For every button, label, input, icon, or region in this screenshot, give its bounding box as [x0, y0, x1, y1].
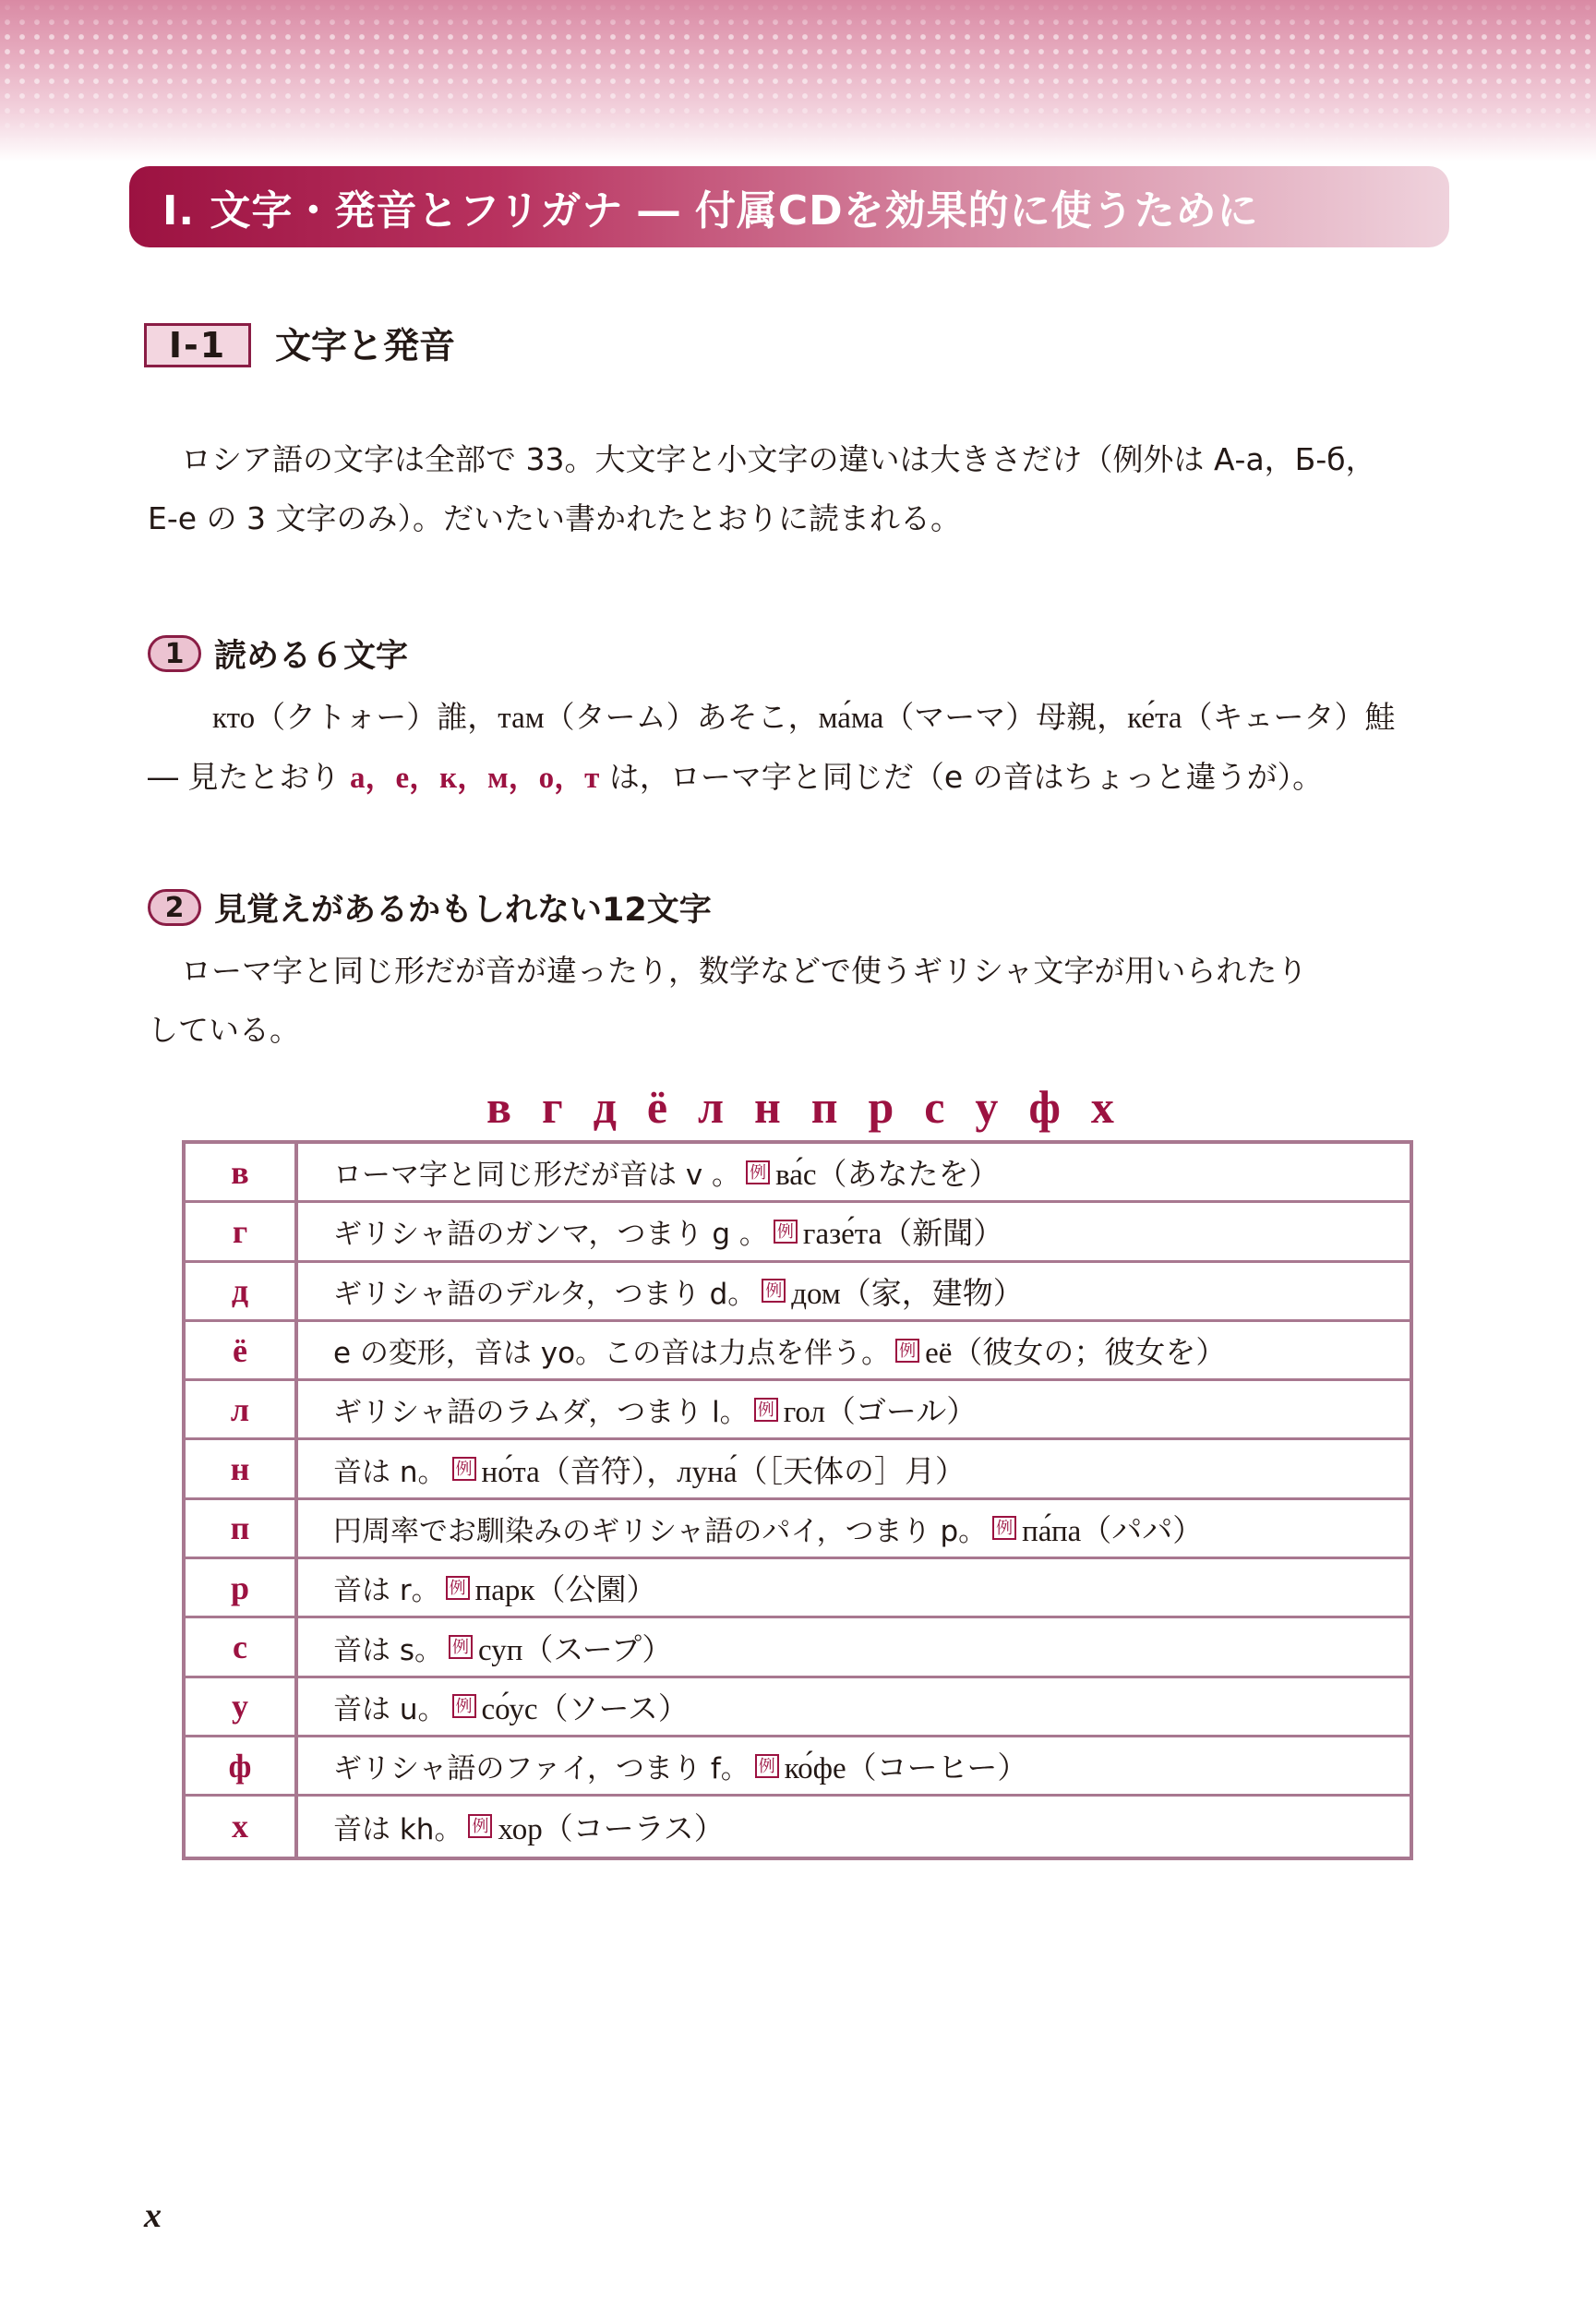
subsection-1-body	[148, 688, 1458, 808]
table-row	[186, 1618, 1410, 1677]
table-row	[186, 1322, 1410, 1381]
chapter-title: Ⅰ. 文字・発音とフリガナ ― 付属CDを効果的に使うために	[162, 187, 1259, 234]
chapter-banner	[129, 166, 1449, 247]
description-cell	[298, 1797, 1410, 1856]
example-text: но́та（音符），луна́（［天体の］月）	[481, 1455, 966, 1489]
example-mark-icon: 例	[746, 1160, 770, 1184]
description-text: ギリシャ語のデルタ，つまり d。	[333, 1277, 757, 1311]
subsection-1-title: 読める６文字	[214, 638, 409, 675]
example-text: гол（ゴール）	[783, 1396, 978, 1430]
table-row	[186, 1500, 1410, 1559]
example-text: со́ус（ソース）	[481, 1692, 689, 1726]
section-number: Ⅰ-1	[168, 325, 227, 366]
letter-cell: г	[186, 1203, 298, 1259]
example-text: хор（コーラス）	[498, 1812, 725, 1846]
description-text: ローマ字と同じ形だが音は v 。	[333, 1159, 741, 1193]
example-mark-icon: 例	[895, 1339, 919, 1363]
example-mark-icon: 例	[774, 1220, 798, 1244]
intro-paragraph	[148, 430, 1458, 548]
subsection-1-line-2-post: は，ローマ字と同じだ（е の音はちょっと違うが）。	[599, 759, 1324, 795]
example-mark-icon: 例	[452, 1694, 476, 1718]
subsection-1-line-2-pre: ― 見たとおり	[148, 759, 350, 795]
letter-cell: с	[186, 1618, 298, 1675]
letter-cell: ё	[186, 1322, 298, 1378]
letter-cell: р	[186, 1559, 298, 1616]
description-text: ギリシャ語のラムダ，つまり l。	[333, 1396, 749, 1430]
letter-cell: п	[186, 1500, 298, 1557]
letter-cell: ф	[186, 1737, 298, 1794]
example-mark-icon: 例	[754, 1398, 778, 1422]
letter-row-item: в	[486, 1081, 512, 1133]
description-cell	[298, 1618, 1410, 1675]
letter-row-item: л	[697, 1081, 725, 1133]
section-number-badge	[144, 323, 251, 367]
example-mark-icon: 例	[468, 1814, 492, 1838]
page-number: x	[144, 2196, 162, 2235]
letter-cell: л	[186, 1381, 298, 1437]
table-row	[186, 1737, 1410, 1797]
letter-row-item: х	[1090, 1081, 1114, 1133]
intro-line-2: Е-е の 3 文字のみ）。だいたい書かれたとおりに読まれる。	[148, 500, 962, 536]
subsection-2-line-2: している。	[148, 1012, 300, 1048]
letter-row-item: с	[924, 1081, 945, 1133]
description-cell	[298, 1678, 1410, 1735]
example-mark-icon: 例	[762, 1279, 786, 1303]
table-row	[186, 1144, 1410, 1203]
table-row	[186, 1263, 1410, 1322]
letter-cell: в	[186, 1144, 298, 1200]
letter-row-item: р	[868, 1081, 894, 1133]
letter-row-item: п	[810, 1081, 838, 1133]
description-text: е の変形，音は yo。この音は力点を伴う。	[333, 1337, 891, 1371]
subsection-1-heading	[148, 632, 408, 675]
letter-cell: х	[186, 1797, 298, 1856]
description-text: 音は r。	[333, 1574, 440, 1608]
letter-row-item: г	[541, 1081, 563, 1133]
example-text: ко́фе（コーヒー）	[784, 1752, 1028, 1786]
description-cell	[298, 1381, 1410, 1437]
example-mark-icon: 例	[755, 1754, 779, 1778]
subsection-2-body	[148, 942, 1458, 1060]
table-row	[186, 1203, 1410, 1262]
subsection-2-number: 2	[148, 889, 201, 926]
subsection-1-number: 1	[148, 635, 201, 672]
description-text: 音は n。	[333, 1455, 447, 1489]
top-dot-pattern	[0, 0, 1596, 148]
description-text: 音は u。	[333, 1692, 447, 1726]
example-text: суп（スープ）	[478, 1633, 673, 1667]
letter-cell: н	[186, 1440, 298, 1497]
example-text: ва́с（あなたを）	[775, 1159, 1000, 1193]
description-cell	[298, 1737, 1410, 1794]
description-text: 円周率でお馴染みのギリシャ語のパイ，つまり p。	[333, 1514, 988, 1548]
subsection-2-line-1: ローマ字と同じ形だが音が違ったり，数学などで使うギリシャ文字が用いられたり	[181, 953, 1308, 989]
description-cell	[298, 1263, 1410, 1319]
letter-cell: у	[186, 1678, 298, 1735]
description-cell	[298, 1144, 1410, 1200]
letter-row-item: ф	[1028, 1081, 1061, 1133]
example-mark-icon: 例	[452, 1457, 476, 1481]
example-mark-icon: 例	[992, 1516, 1016, 1540]
description-text: 音は kh。	[333, 1812, 463, 1846]
example-mark-icon: 例	[449, 1635, 473, 1659]
description-cell	[298, 1322, 1410, 1378]
table-row	[186, 1440, 1410, 1499]
subsection-2-heading	[148, 886, 712, 929]
letter-cell: д	[186, 1263, 298, 1319]
letter-row-item: д	[593, 1081, 617, 1133]
letter-row-item: у	[975, 1081, 999, 1133]
description-text: ギリシャ語のガンマ，つまり g 。	[333, 1218, 768, 1252]
table-row	[186, 1559, 1410, 1618]
letter-row-item: ё	[646, 1081, 668, 1133]
example-text: дом（家，建物）	[791, 1277, 1024, 1311]
description-cell	[298, 1440, 1410, 1497]
letter-row-item: н	[753, 1081, 781, 1133]
subsection-2-title: 見覚えがあるかもしれない12文字	[214, 892, 712, 929]
description-text: ギリシャ語のファイ，つまり f。	[333, 1752, 750, 1786]
letter-row	[486, 1077, 1114, 1136]
example-text: па́па（パパ）	[1022, 1514, 1204, 1548]
table-row	[186, 1678, 1410, 1737]
example-text: её（彼女の；彼女を）	[925, 1337, 1227, 1371]
intro-line-1: ロシア語の文字は全部で 33。大文字と小文字の違いは大きさだけ（例外は Α-а，Б-б，	[181, 441, 1376, 477]
description-cell	[298, 1559, 1410, 1616]
table-row	[186, 1797, 1410, 1856]
letter-table	[182, 1140, 1413, 1860]
example-mark-icon: 例	[446, 1576, 470, 1600]
table-row	[186, 1381, 1410, 1440]
example-text: парк（公園）	[474, 1574, 657, 1608]
subsection-1-line-1: кто（クトォー）誰，там（ターム）あそこ，ма́ма（マーマ）母親，ке́та（キェータ）鮭	[212, 702, 1396, 735]
section-title: 文字と発音	[275, 326, 456, 367]
example-text: газе́та（新聞）	[802, 1218, 1004, 1252]
description-cell	[298, 1203, 1410, 1259]
description-cell	[298, 1500, 1410, 1557]
readable-letters: а，е，к，м，о，т	[349, 762, 600, 795]
description-text: 音は s。	[333, 1633, 444, 1667]
